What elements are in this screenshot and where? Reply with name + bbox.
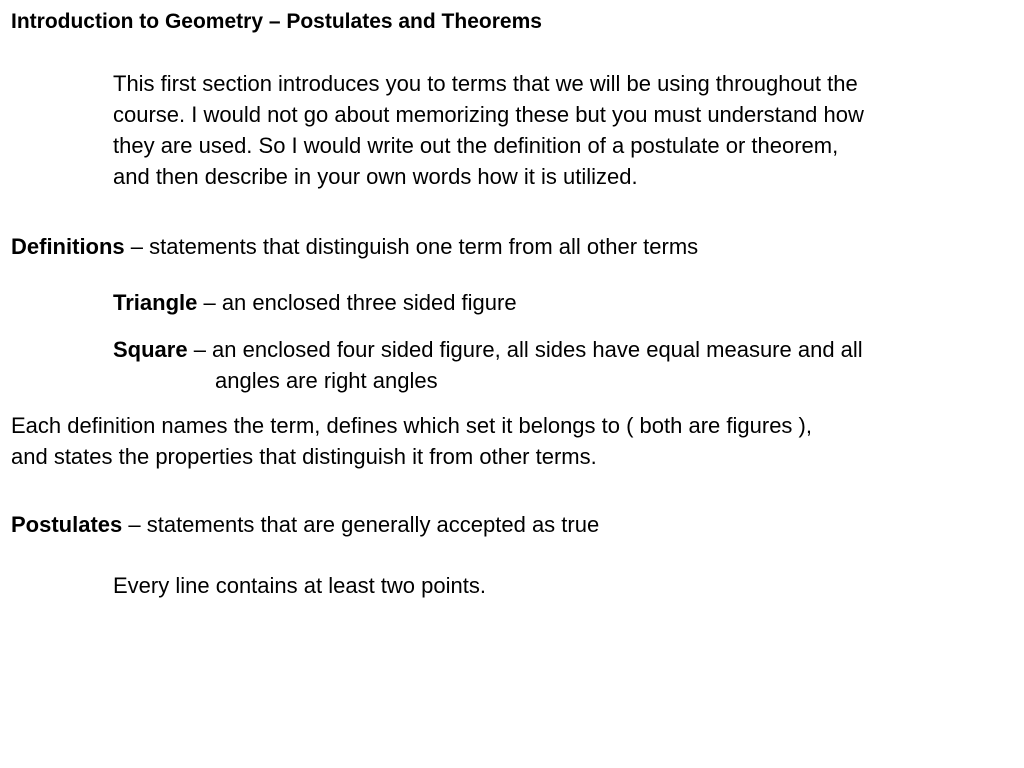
definitions-heading (11, 231, 698, 262)
definitions-note (11, 410, 1011, 472)
postulates-term: Postulates (11, 512, 123, 537)
definition-example-square (113, 334, 863, 396)
definitions-term: Definitions (11, 234, 125, 259)
postulate-example: Every line contains at least two points. (113, 573, 486, 598)
square-description: – an enclosed four sided figure, all sides have equal measure and all (187, 337, 863, 362)
square-term: Square (113, 337, 188, 362)
postulates-heading (11, 509, 599, 540)
square-description-continuation: angles are right angles (215, 368, 438, 393)
intro-line: This first section introduces you to terms that we will be using throughout the (113, 71, 858, 96)
postulates-description: – statements that are generally accepted as true (122, 512, 600, 537)
note-line: and states the properties that distinguish it from other terms. (11, 444, 597, 469)
triangle-description: – an enclosed three sided figure (197, 290, 517, 315)
note-line: Each definition names the term, defines which set it belongs to ( both are figures ), (11, 413, 812, 438)
intro-line: they are used. So I would write out the definition of a postulate or theorem, (113, 133, 839, 158)
definition-example-triangle (113, 287, 517, 318)
intro-paragraph (113, 68, 1003, 192)
definitions-description: – statements that distinguish one term from all other terms (124, 234, 699, 259)
intro-line: and then describe in your own words how it is utilized. (113, 164, 638, 189)
triangle-term: Triangle (113, 290, 198, 315)
intro-line: course. I would not go about memorizing these but you must understand how (113, 102, 864, 127)
page-title: Introduction to Geometry – Postulates and Theorems (11, 10, 542, 33)
